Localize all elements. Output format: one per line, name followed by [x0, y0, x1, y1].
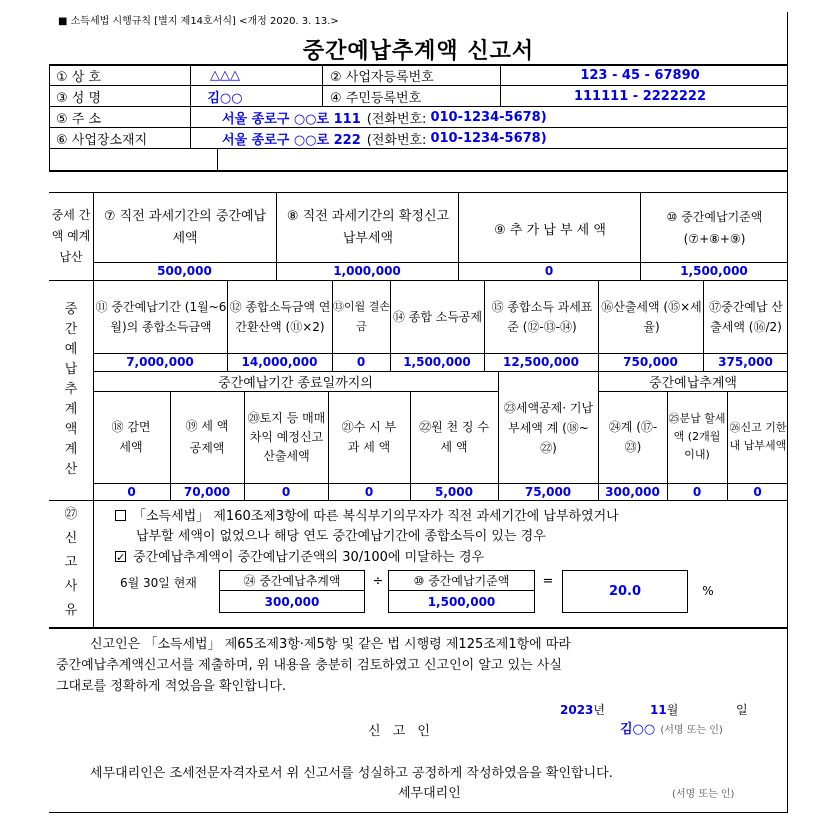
- page-title: 중간예납추계액 신고서: [302, 38, 535, 64]
- month-unit: 월: [666, 703, 679, 717]
- name-label: ③ 성 명: [56, 90, 102, 106]
- declaration-line3: 그대로를 정확하게 적었음을 확인합니다.: [56, 679, 287, 694]
- year-unit: 년: [593, 703, 605, 717]
- percent-sign: %: [702, 584, 714, 598]
- form-code: ■ 소득세법 시행규칙 [별지 제14호서식] <개정 2020. 3. 13.>: [58, 16, 339, 27]
- biz-no-label: ② 사업자등록번호: [330, 69, 434, 85]
- divider: [598, 391, 788, 392]
- divider: [388, 590, 535, 591]
- h23-header: ㉓세액공제· 기납부세액 계 (⑱~㉒): [503, 401, 594, 455]
- divider: [49, 280, 788, 281]
- trade-name-value: △△△: [210, 67, 240, 83]
- divider: [49, 148, 788, 149]
- section1-side: 중세 간액 예계 납산: [51, 207, 91, 264]
- divider: [49, 500, 788, 501]
- biz-address-label: ⑥ 사업장소재지: [56, 132, 148, 148]
- biz-no-value: 123 - 45 - 67890: [580, 67, 700, 83]
- h21-header: ㉑수 시 부 과 세 액: [341, 420, 397, 454]
- box10-value: 1,500,000: [427, 595, 496, 609]
- declarant-name: 김○○: [620, 722, 656, 737]
- h18-header: ⑱ 감면 세액: [111, 420, 151, 454]
- day-unit: 일: [736, 703, 748, 717]
- agent-sign-hint: (서명 또는 인): [672, 789, 735, 800]
- v17-value: 375,000: [718, 355, 773, 369]
- h24-header: ㉔계 (⑰-㉓): [608, 420, 658, 454]
- v26-value: 0: [753, 484, 762, 499]
- v18-value: 0: [127, 484, 136, 499]
- h11-header: ⑪ 중간예납기간 (1월~6월)의 종합소득금액: [95, 300, 227, 334]
- v11-value: 7,000,000: [126, 355, 194, 369]
- section2-side: 중 간 예 납 추 계 액 계 산: [64, 302, 78, 477]
- trade-name-label: ① 상 호: [56, 69, 102, 85]
- biz-phone-label: (전화번호:: [366, 132, 427, 148]
- h17-header: ⑰중간예납 산출세액 (⑯/2): [709, 300, 783, 334]
- group-left-header: 중간예납기간 종료일까지의: [218, 375, 373, 391]
- v24-value: 300,000: [605, 484, 660, 499]
- divider: [219, 590, 365, 591]
- h20-header: ⑳토지 등 매매차익 예정신고 산출세액: [247, 410, 326, 463]
- date-month: 11: [650, 703, 667, 717]
- v14-value: 1,500,000: [403, 355, 471, 369]
- col7-header: ⑦ 직전 과세기간의 중간예납세액: [103, 209, 267, 246]
- col9-header: ⑨ 추 가 납 부 세 액: [494, 222, 606, 238]
- col7-value: 500,000: [157, 264, 212, 278]
- col8-header: ⑧ 직전 과세기간의 확정신고납부세액: [286, 209, 450, 246]
- divider: [322, 64, 323, 106]
- v22-value: 5,000: [435, 484, 473, 499]
- reason1-checkbox[interactable]: [115, 510, 126, 521]
- h22-header: ㉒원 천 징 수 세 액: [419, 420, 489, 454]
- agent-label: 세무대리인: [398, 786, 461, 801]
- declarant-label: 신 고 인: [368, 724, 434, 739]
- v15-value: 12,500,000: [503, 355, 579, 369]
- v12-value: 14,000,000: [241, 355, 318, 369]
- divider: [93, 500, 94, 627]
- reason1-text: 「소득세법」 제160조제3항에 따른 복식부기의무자가 직전 과세기간에 납부하였거나: [133, 509, 619, 524]
- section3-side: ㉗ 신 고 사 유: [64, 507, 78, 618]
- v23-value: 75,000: [524, 484, 572, 499]
- biz-phone-value: 010-1234-5678): [430, 130, 547, 146]
- rrn-label: ④ 주민등록번호: [330, 90, 422, 106]
- name-value: 김○○: [207, 90, 243, 106]
- declarant-sign-hint: (서명 또는 인): [660, 725, 723, 736]
- v16-value: 750,000: [623, 355, 678, 369]
- divider: [49, 192, 788, 193]
- h19-header: ⑲ 세 액 공제액: [185, 419, 229, 455]
- divider: [500, 64, 501, 106]
- address-phone-label: (전화번호:: [366, 111, 427, 127]
- divider: [49, 170, 788, 172]
- equals-sign: =: [542, 573, 554, 589]
- h16-header: ⑯산출세액 (⑮×세율): [601, 300, 702, 334]
- rrn-value: 111111 - 2222222: [573, 88, 707, 104]
- biz-address-value: 서울 종로구 ○○로 222: [222, 132, 361, 148]
- v20-value: 0: [281, 484, 291, 499]
- group-right-header: 중간예납추계액: [649, 375, 737, 391]
- reason1b-text: 납부할 세액이 없었으나 해당 연도 중간예납기간에 종합소득이 있는 경우: [136, 529, 546, 544]
- col10-header: ⑩ 중간예납기준액 (⑦+⑧+⑨): [666, 210, 763, 246]
- date-year: 2023: [560, 703, 594, 717]
- divider: [498, 371, 499, 500]
- v25-value: 0: [692, 484, 702, 499]
- v13-value: 0: [356, 355, 366, 369]
- col8-value: 1,000,000: [333, 264, 401, 278]
- h25-header: ㉕분납 할세액 (2개월 이내): [668, 412, 726, 461]
- box24-value: 300,000: [264, 595, 320, 609]
- h13-header: ⑬이월 결손금: [333, 300, 391, 333]
- address-phone-value: 010-1234-5678): [430, 109, 547, 125]
- v21-value: 0: [364, 484, 374, 499]
- h12-header: ⑫ 종합소득금액 연간환산액 (⑪×2): [229, 300, 331, 334]
- agent-line: 세무대리인은 조세전문자격자로서 위 신고서를 성실하고 공정하게 작성하였음을 확인합니다.: [90, 766, 613, 781]
- divide-sign: ÷: [372, 573, 384, 589]
- ratio-value: 20.0: [608, 584, 642, 599]
- divider: [93, 391, 498, 392]
- divider: [49, 64, 50, 170]
- address-value: 서울 종로구 ○○로 111: [222, 111, 361, 127]
- reason2-checkbox[interactable]: [115, 551, 126, 562]
- col9-value: 0: [544, 264, 554, 278]
- v19-value: 70,000: [183, 484, 231, 499]
- reason2-text: 중간예납추계액이 중간예납기준액의 30/100에 미달하는 경우: [133, 550, 485, 565]
- box10-label: ⑩ 중간예납기준액: [413, 574, 510, 588]
- divider: [49, 627, 788, 629]
- col10-value: 1,500,000: [680, 264, 748, 278]
- box24-label: ㉔ 중간예납추계액: [243, 574, 341, 588]
- declaration-line1: 신고인은 「소득세법」 제65조제3항·제5항 및 같은 법 시행령 제125조제1항에 따라: [90, 637, 571, 652]
- h14-header: ⑭ 종합 소득공제: [392, 310, 483, 324]
- h15-header: ⑮ 종합소득 과세표준 (⑫-⑬-⑭): [491, 300, 593, 334]
- declaration-line2: 중간예납추계액신고서를 제출하며, 위 내용을 충분히 검토하였고 신고인이 알고 있는 사실: [56, 658, 562, 673]
- divider: [217, 148, 218, 170]
- date-label: 6월 30일 현재: [120, 576, 197, 590]
- address-label: ⑤ 주 소: [56, 111, 102, 127]
- h26-header: ㉖신고 기한 내 납부세액: [729, 421, 787, 452]
